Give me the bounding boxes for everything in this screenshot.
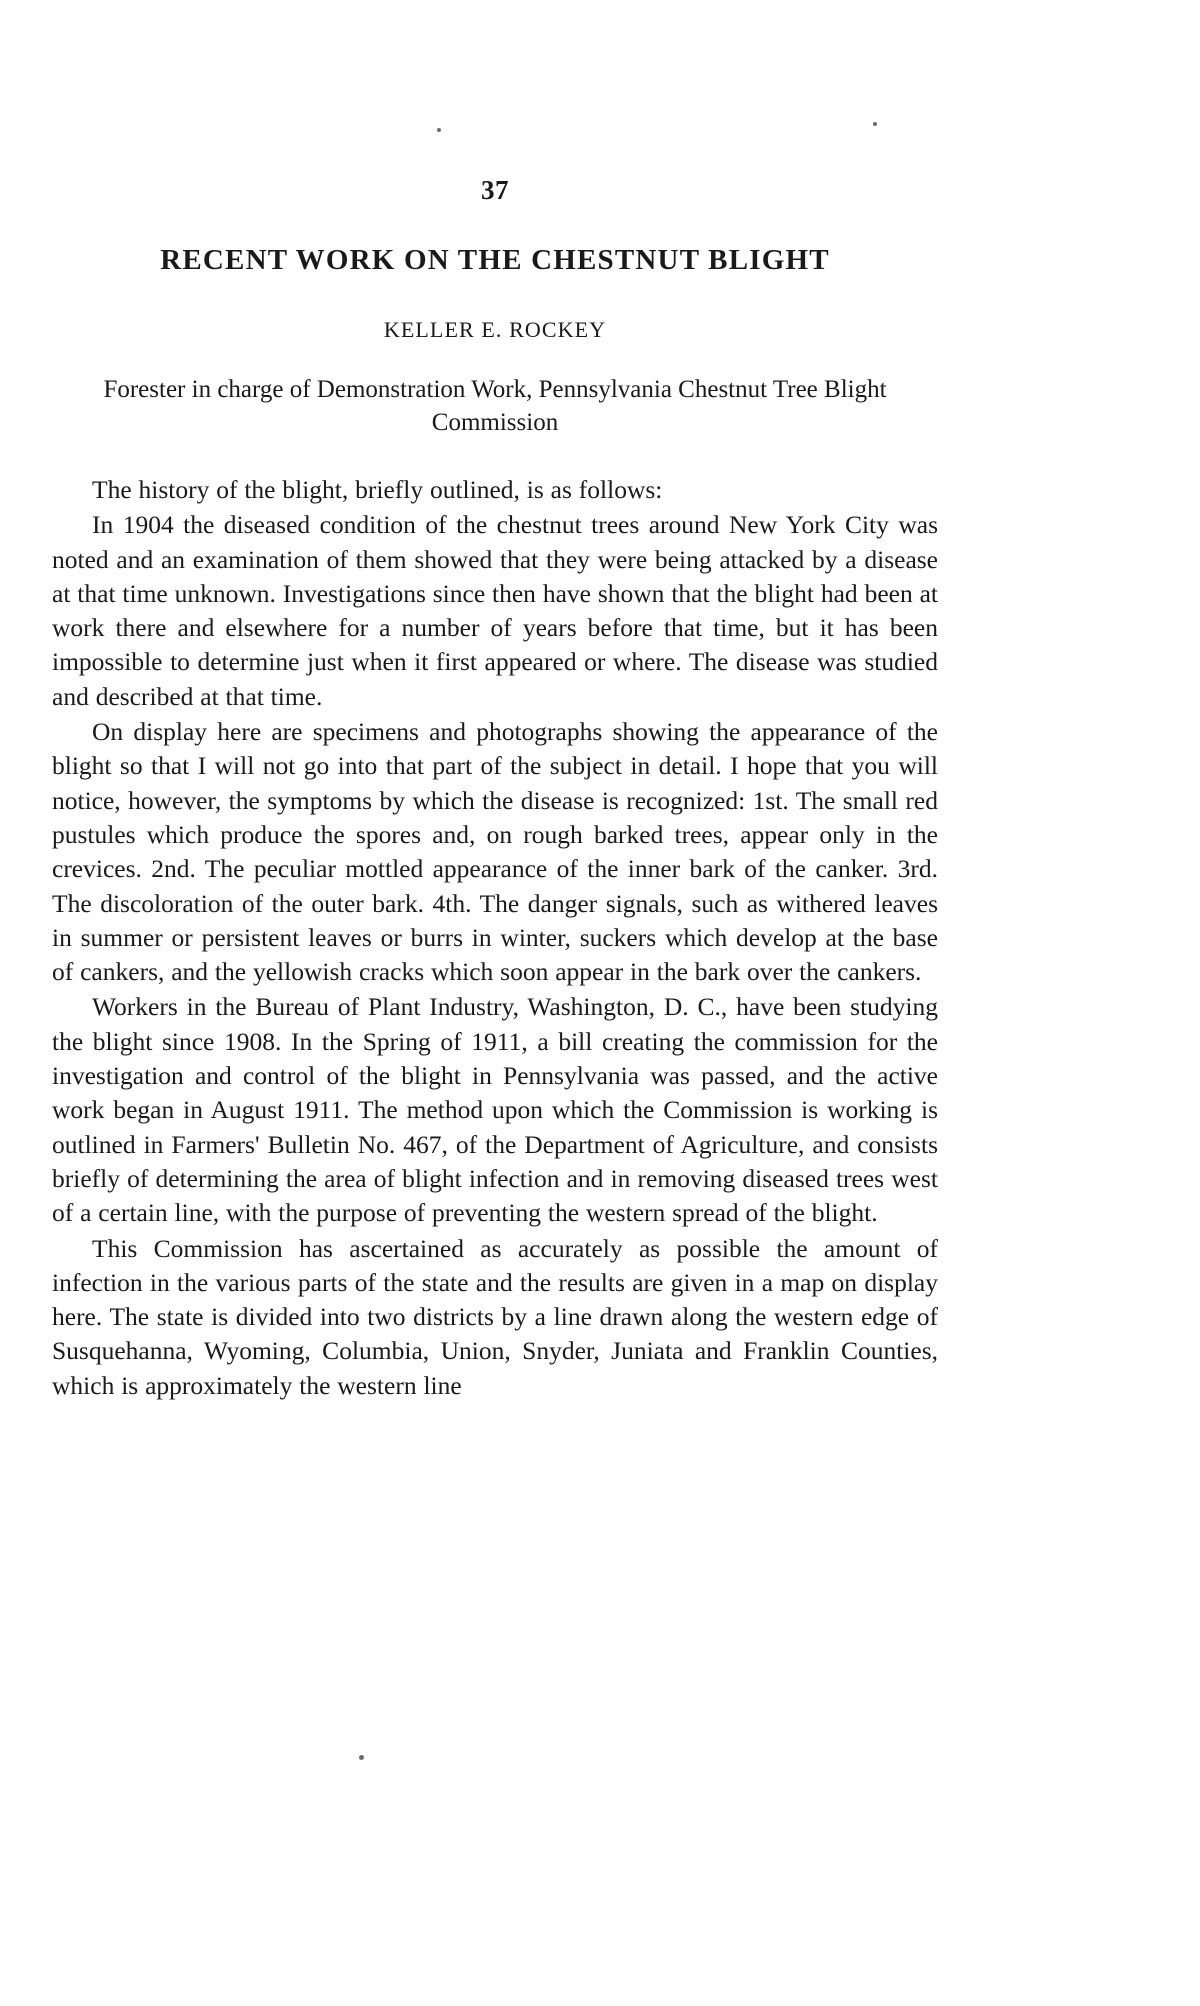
page-title: RECENT WORK ON THE CHESTNUT BLIGHT [160, 244, 830, 276]
page-number: 37 [481, 175, 509, 205]
paragraph-3: On display here are specimens and photographs showing the appearance of the blight so that I will not go into that part of the subject in detail. I hope that you will notice, however, the symptoms by which the disease is recognized: 1st. The small red pustules which produce the spores and, on rough barked trees, appear only in the crevices. 2nd. The peculiar mottled appearance of the inner bark of the canker. 3rd. The discoloration of the outer bark. 4th. The danger signals, such as withered leaves in summer or persistent leaves or burrs in winter, suckers which develop at the base of cankers, and the yellowish cracks which soon appear in the bark over the cankers. [52, 717, 938, 987]
paragraph-4: Workers in the Bureau of Plant Industry, Washington, D. C., have been studying the blight since 1908. In the Spring of 1911, a bill creating the commission for the investigation and control of the blight in Pennsylvania was passed, and the active work began in August 1911. The method upon which the Commission is working is outlined in Farmers' Bulletin No. 467, of the Department of Agriculture, and consists briefly of determining the area of blight infection and in removing diseased trees west of a certain line, with the purpose of preventing the western spread of the blight. [52, 992, 938, 1228]
paragraph-1: The history of the blight, briefly outlined, is as follows: [92, 475, 663, 504]
paragraph-2: In 1904 the diseased condition of the chestnut trees around New York City was noted and an examination of them showed that they were being attacked by a disease at that time unknown. Investigations since then have shown that the blight had been at work there and elsewhere for a number of years before that time, but it has been impossible to determine just when it first appeared or where. The disease was studied and described at that time. [52, 510, 938, 711]
page-content [52, 175, 938, 1404]
author-affiliation: Forester in charge of Demonstration Work, Pennsylvania Chestnut Tree Blight Commission [103, 376, 887, 436]
page-speck-right [873, 122, 877, 126]
author-name: KELLER E. ROCKEY [383, 317, 607, 342]
page-speck-bottom [359, 1755, 364, 1760]
paragraph-5: This Commission has ascertained as accurately as possible the amount of infection in the various parts of the state and the results are given in a map on display here. The state is divided into two districts by a line drawn along the western edge of Susquehanna, Wyoming, Columbia, Union, Snyder, Juniata and Franklin Counties, which is approximately the western line [52, 1233, 938, 1400]
page-speck-left [437, 128, 441, 132]
